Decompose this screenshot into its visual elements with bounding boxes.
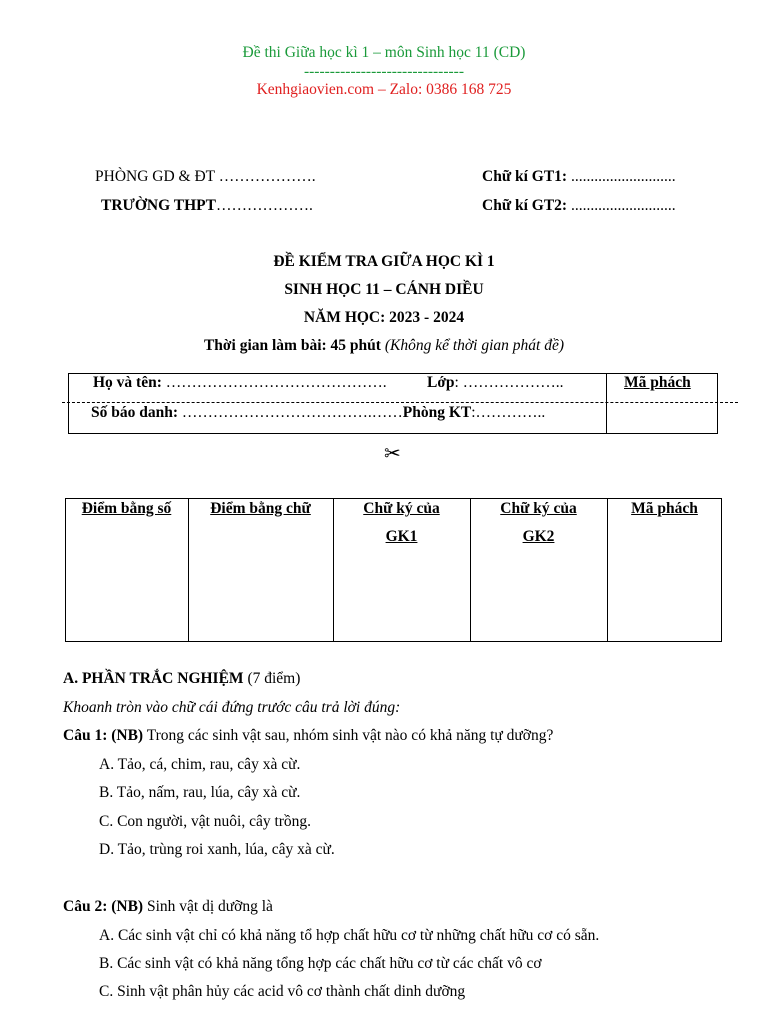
gt2-signature-line [482, 197, 676, 215]
room-label: Phòng KT [402, 404, 472, 421]
duration-note: (Không kể thời gian phát đề) [384, 337, 565, 354]
question-2-text: Sinh vật dị dưỡng là [143, 898, 273, 915]
room-dots: :………….. [471, 404, 546, 421]
question-1-option-a[interactable]: A. Tảo, cá, chim, rau, cây xà cừ. [99, 756, 301, 773]
score-col-divider-2 [333, 498, 334, 642]
exam-subject: SINH HỌC 11 – CÁNH DIỀU [284, 281, 484, 298]
question-1-option-d[interactable]: D. Tảo, trùng roi xanh, lúa, cây xà cừ. [99, 841, 335, 858]
question-2-option-a[interactable]: A. Các sinh vật chỉ có khả năng tổ hợp chất hữu cơ từ những chất hữu cơ có sẵn. [99, 927, 600, 944]
class-label: Lớp [427, 374, 455, 391]
school-line [101, 197, 313, 215]
header-source: Kenhgiaovien.com – Zalo: 0386 168 725 [256, 81, 512, 98]
header-score-number: Điểm bằng số [81, 500, 172, 517]
header-code: Mã phách [631, 500, 698, 517]
section-a-instruction: Khoanh tròn vào chữ cái đứng trước câu trả lời đúng: [63, 699, 401, 716]
exam-duration [0, 337, 768, 355]
sbd-field [91, 404, 545, 422]
score-col-divider-3 [470, 498, 471, 642]
header-signature-gk2: Chữ ký của [500, 500, 577, 517]
score-col-divider-4 [607, 498, 608, 642]
department-dots: ………………. [218, 168, 316, 185]
header-gk2: GK2 [522, 528, 555, 545]
score-col-divider-1 [188, 498, 189, 642]
question-2-option-c[interactable]: C. Sinh vật phân hủy các acid vô cơ thành chất dinh dưỡng [99, 983, 466, 1000]
name-field [93, 374, 387, 392]
gt2-dots: ........................... [570, 197, 676, 214]
department-line [95, 168, 316, 186]
section-a-points: (7 điểm) [243, 670, 301, 687]
code-label-top: Mã phách [624, 374, 691, 391]
school-label: TRƯỜNG THPT [101, 197, 216, 214]
name-label: Họ và tên: [93, 374, 162, 391]
student-box-divider [606, 373, 607, 434]
sbd-label: Số báo danh: [91, 404, 179, 421]
question-1 [63, 727, 553, 745]
question-1-text: Trong các sinh vật sau, nhóm sinh vật nào có khả năng tự dưỡng? [143, 727, 554, 744]
scissors-icon: ✂ [384, 441, 401, 465]
duration-bold: Thời gian làm bài: 45 phút [203, 337, 381, 354]
question-1-option-b[interactable]: B. Tảo, nấm, rau, lúa, cây xà cừ. [99, 784, 301, 801]
exam-title: ĐỀ KIỂM TRA GIỮA HỌC KÌ 1 [273, 253, 495, 270]
exam-year: NĂM HỌC: 2023 - 2024 [303, 309, 465, 326]
header-signature-gk1: Chữ ký của [363, 500, 440, 517]
gt1-dots: ........................... [570, 168, 676, 185]
sbd-dots: ……………………………….…… [181, 404, 403, 421]
name-dots: ……………………………………. [165, 374, 387, 391]
header-gk1: GK1 [385, 528, 418, 545]
question-2-option-b[interactable]: B. Các sinh vật có khả năng tổng hợp các chất hữu cơ từ các chất vô cơ [99, 955, 542, 972]
header-separator: ------------------------------- [303, 63, 464, 80]
department-label: PHÒNG GD & ĐT [95, 168, 215, 185]
header-score-words: Điểm bằng chữ [210, 500, 311, 517]
question-2-label: Câu 2: (NB) [63, 898, 144, 915]
section-a-title [63, 670, 300, 688]
section-a-title-bold: A. PHẦN TRẮC NGHIỆM [63, 670, 244, 687]
class-dots: : ……………….. [454, 374, 564, 391]
cut-line [62, 402, 738, 403]
score-table [65, 498, 722, 642]
gt1-label: Chữ kí GT1: [482, 168, 568, 185]
gt1-signature-line [482, 168, 676, 186]
class-field [427, 374, 563, 392]
school-dots: ………………. [215, 197, 313, 214]
gt2-label: Chữ kí GT2: [482, 197, 568, 214]
question-1-option-c[interactable]: C. Con người, vật nuôi, cây trồng. [99, 813, 312, 830]
question-2 [63, 898, 273, 916]
header-title: Đề thi Giữa học kì 1 – môn Sinh học 11 (CD) [242, 44, 526, 61]
question-1-label: Câu 1: (NB) [63, 727, 144, 744]
